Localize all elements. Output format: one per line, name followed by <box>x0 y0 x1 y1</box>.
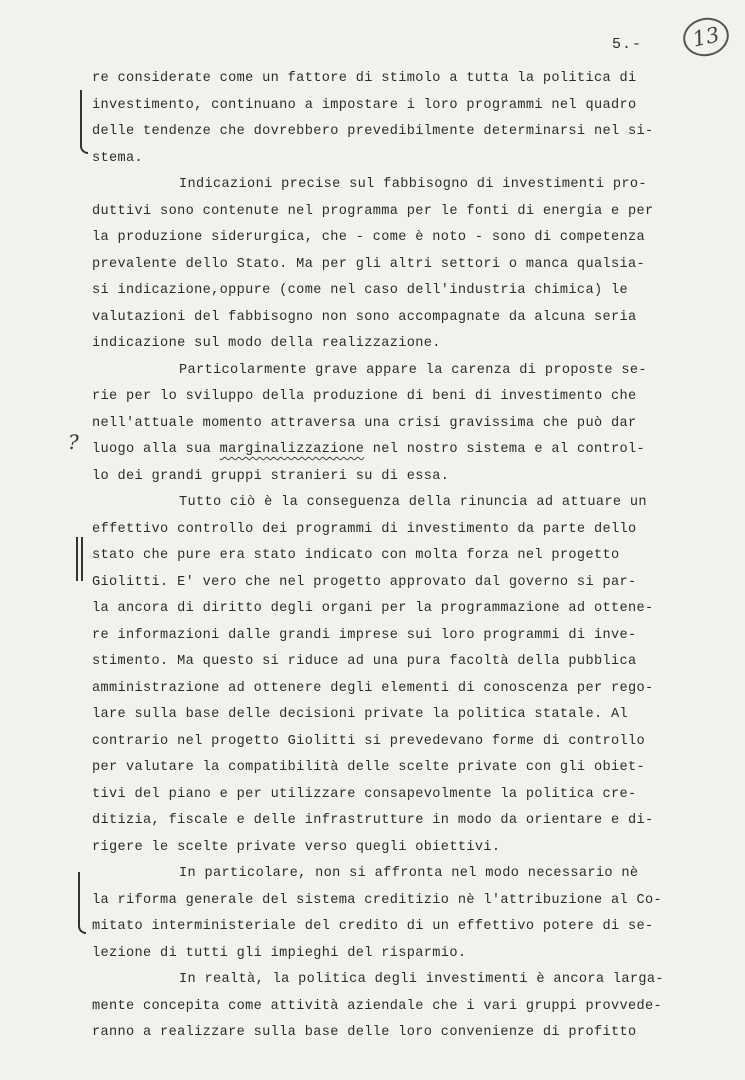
text-line: effettivo controllo dei programmi di investimento da parte dello <box>92 521 637 537</box>
typewritten-body <box>92 66 672 1047</box>
paragraph-first-line: Particolarmente grave appare la carenza di proposte se- <box>179 362 647 378</box>
text-line: Giolitti. E' vero che nel progetto approvato dal governo si par- <box>92 574 637 590</box>
margin-bracket-mark <box>78 872 86 934</box>
text-line: nell'attuale momento attraversa una crisi gravissima che può dar <box>92 415 637 431</box>
text-line: si indicazione,oppure (come nel caso dell'industria chimica) le <box>92 283 628 298</box>
text-line: indicazione sul modo della realizzazione. <box>92 336 441 351</box>
text-line: per valutare la compatibilità delle scelte private con gli obiet- <box>92 760 645 775</box>
paragraph-first-line: In particolare, non si affronta nel modo necessario nè <box>179 866 639 881</box>
text-line: mente concepita come attività aziendale che i vari gruppi provvede- <box>92 998 663 1014</box>
text-line: prevalente dello Stato. Ma per gli altri settori o manca qualsia- <box>92 256 645 272</box>
paragraph-first-line: In realtà, la politica degli investimenti è ancora larga- <box>179 972 664 987</box>
margin-double-line-mark <box>76 537 78 581</box>
text-line: ditizia, fiscale e delle infrastrutture in modo da orientare e di- <box>92 813 654 828</box>
text-line: lezione di tutti gli impieghi del risparmio. <box>92 945 467 961</box>
text-line: mitato interministeriale del credito di un effettivo potere di se- <box>92 919 654 934</box>
text-line: rigere le scelte private verso quegli obiettivi. <box>92 839 501 855</box>
text-line: la produzione siderurgica, che - come è noto - sono di competenza <box>92 230 645 245</box>
text-line: re informazioni dalle grandi imprese sui loro programmi di inve- <box>92 627 637 643</box>
margin-double-line-mark <box>81 537 83 581</box>
text-line: valutazioni del fabbisogno non sono accompagnate da alcuna seria <box>92 309 637 325</box>
text-line: stema. <box>92 150 144 166</box>
text-line <box>92 437 672 464</box>
margin-bracket-mark <box>80 90 88 154</box>
margin-question-mark: ? <box>68 430 79 454</box>
text-line: la ancora di diritto degli organi per la programmazione ad ottene- <box>92 601 654 616</box>
page-number: 5.- <box>612 36 643 53</box>
handwritten-circled-number: 13 <box>680 14 733 61</box>
text-line: amministrazione ad ottenere degli elementi di conoscenza per rego- <box>92 680 654 696</box>
text-line: contrario nel progetto Giolitti si prevedevano forme di controllo <box>92 733 645 749</box>
text-line: delle tendenze che dovrebbero prevedibilmente determinarsi nel si- <box>92 124 654 139</box>
paragraph-first-line: Tutto ciò è la conseguenza della rinuncia ad attuare un <box>179 495 647 510</box>
text-line: stimento. Ma questo si riduce ad una pura facoltà della pubblica <box>92 654 637 669</box>
text-line: stato che pure era stato indicato con molta forza nel progetto <box>92 548 620 563</box>
text-segment: luogo alla sua <box>92 442 220 457</box>
underlined-word: marginalizzazione <box>219 442 365 457</box>
text-line: re considerate come un fattore di stimolo a tutta la politica di <box>92 71 637 86</box>
text-line: ranno a realizzare sulla base delle loro convenienze di profitto <box>92 1025 637 1040</box>
text-line: lo dei grandi gruppi stranieri su di essa. <box>92 468 450 484</box>
text-line: investimento, continuano a impostare i loro programmi nel quadro <box>92 97 637 113</box>
text-segment: nel nostro sistema e al control- <box>364 442 646 457</box>
paragraph-first-line: Indicazioni precise sul fabbisogno di investimenti pro- <box>179 177 647 192</box>
text-line: rie per lo sviluppo della produzione di beni di investimento che <box>92 389 637 404</box>
text-line: duttivi sono contenute nel programma per le fonti di energia e per <box>92 203 654 219</box>
text-line: la riforma generale del sistema creditizio nè l'attribuzione al Co- <box>92 892 663 908</box>
text-line: lare sulla base delle decisioni private la politica statale. Al <box>92 707 628 722</box>
text-line: tivi del piano e per utilizzare consapevolmente la politica cre- <box>92 786 637 802</box>
